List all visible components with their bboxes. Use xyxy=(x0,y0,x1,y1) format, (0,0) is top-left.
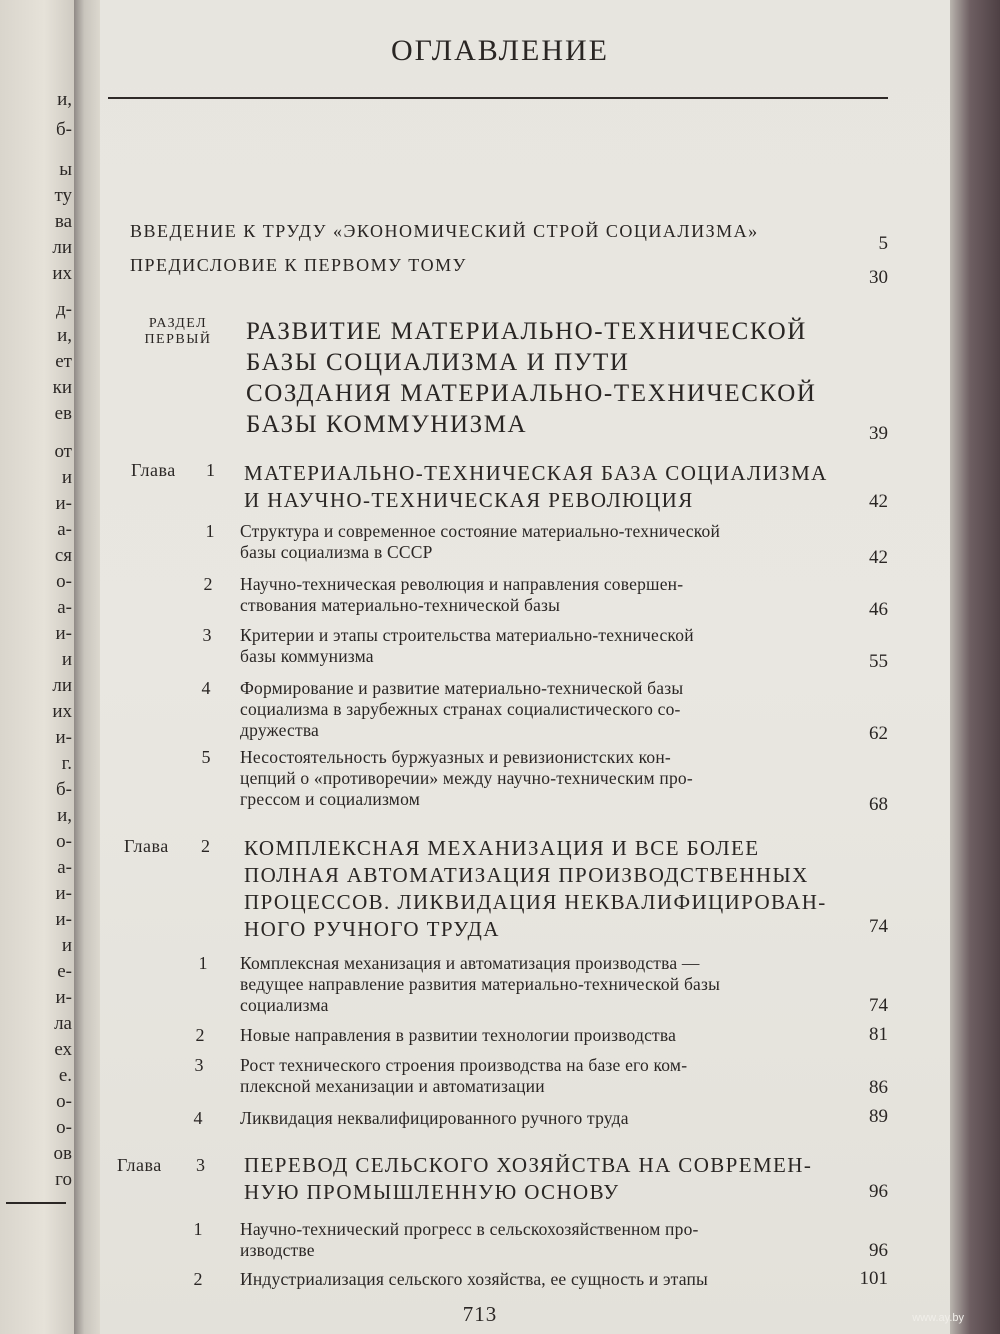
page-number: 89 xyxy=(869,1106,888,1127)
left-text-fragment: ту xyxy=(54,185,72,206)
page-number: 68 xyxy=(869,794,888,815)
left-text-fragment: а- xyxy=(57,597,72,618)
chapter-title-line: ПЕРЕВОД СЕЛЬСКОГО ХОЗЯЙСТВА НА СОВРЕМЕН- xyxy=(244,1153,813,1177)
section-line: Критерии и этапы строительства материально-технической xyxy=(240,625,694,645)
page-number: 86 xyxy=(869,1077,888,1098)
part-title-line: БАЗЫ КОММУНИЗМА xyxy=(246,411,528,438)
section-title xyxy=(240,625,830,667)
section-number: 1 xyxy=(205,521,215,541)
section-number: 2 xyxy=(195,1025,205,1045)
left-text-fragment: ы xyxy=(59,159,72,180)
section-line: Рост технического строения производства на базе его ком- xyxy=(240,1055,688,1075)
section-line: Формирование и развитие материально-технической базы xyxy=(240,678,684,698)
left-text-fragment: ев xyxy=(54,403,72,424)
left-text-fragment: от xyxy=(54,441,72,462)
section-line: ведущее направление развития материально-технической базы xyxy=(240,974,721,994)
section-line: Научно-техническая революция и направления совершен- xyxy=(240,574,684,594)
page-number: 74 xyxy=(869,995,888,1016)
page-number: 39 xyxy=(869,423,888,444)
section-line: социализма в зарубежных странах социалистического со- xyxy=(240,699,681,719)
left-text-fragment: ся xyxy=(54,545,72,566)
section-line: Индустриализация сельского хозяйства, ее сущность и этапы xyxy=(240,1269,709,1289)
page-folio: 713 xyxy=(462,1302,498,1326)
left-text-fragment: и- xyxy=(55,987,72,1008)
left-text-fragment: о- xyxy=(56,1117,72,1138)
chapter-title xyxy=(244,460,828,514)
section-line: Комплексная механизация и автоматизация производства — xyxy=(240,953,700,973)
section-number: 2 xyxy=(203,574,213,594)
left-text-fragment: ов xyxy=(53,1143,72,1164)
part-label-line: РАЗДЕЛ xyxy=(148,316,208,331)
toc-entry-preface: ПРЕДИСЛОВИЕ К ПЕРВОМУ ТОМУ xyxy=(130,255,467,275)
section-line: Ликвидация неквалифицированного ручного труда xyxy=(240,1108,629,1128)
page-title: ОГЛАВЛЕНИЕ xyxy=(391,34,609,67)
chapter-label: Глава xyxy=(131,460,176,480)
section-number: 3 xyxy=(202,625,212,645)
left-text-fragment: ех xyxy=(54,1039,72,1060)
page-number: 30 xyxy=(869,267,888,288)
section-title xyxy=(240,1025,830,1046)
chapter-label: Глава xyxy=(117,1155,162,1175)
left-text-fragment: и- xyxy=(55,727,72,748)
footnote-rule xyxy=(6,1202,66,1204)
chapter-title-line: ПРОЦЕССОВ. ЛИКВИДАЦИЯ НЕКВАЛИФИЦИРОВАН- xyxy=(244,890,827,914)
left-text-fragment: о- xyxy=(56,571,72,592)
chapter-title-line: МАТЕРИАЛЬНО-ТЕХНИЧЕСКАЯ БАЗА СОЦИАЛИЗМА xyxy=(244,461,828,485)
section-line: дружества xyxy=(240,720,320,740)
page-number: 96 xyxy=(869,1181,888,1202)
page-number: 101 xyxy=(859,1268,888,1289)
section-title xyxy=(240,678,830,741)
chapter-title-line: ПОЛНАЯ АВТОМАТИЗАЦИЯ ПРОИЗВОДСТВЕННЫХ xyxy=(244,863,809,887)
section-number: 3 xyxy=(194,1055,204,1075)
page-number: 62 xyxy=(869,723,888,744)
left-text-fragment: ва xyxy=(54,211,72,232)
left-text-fragment: их xyxy=(52,701,72,722)
left-text-fragment: е. xyxy=(58,1065,72,1086)
left-text-fragment: и- xyxy=(55,493,72,514)
left-text-fragment: и, xyxy=(57,325,72,346)
part-label-line: ПЕРВЫЙ xyxy=(144,332,212,347)
section-title xyxy=(240,521,830,563)
book-gutter xyxy=(74,0,100,1334)
chapter-label: Глава xyxy=(124,836,169,856)
section-line: Несостоятельность буржуазных и ревизионистских кон- xyxy=(240,747,671,767)
chapter-title-line: НУЮ ПРОМЫШЛЕННУЮ ОСНОВУ xyxy=(244,1180,620,1204)
section-title xyxy=(240,574,830,616)
chapter-number: 1 xyxy=(206,460,216,480)
left-text-fragment: а- xyxy=(57,519,72,540)
page-number: 42 xyxy=(869,547,888,568)
heading-rule xyxy=(108,97,888,99)
left-text-fragment: ли xyxy=(52,237,72,258)
section-line: цепций о «противоречии» между научно-техническим про- xyxy=(240,768,693,788)
left-text-fragment: и- xyxy=(55,909,72,930)
section-title xyxy=(240,1219,830,1261)
section-line: Научно-технический прогресс в сельскохозяйственном про- xyxy=(240,1219,699,1239)
chapter-number: 3 xyxy=(196,1155,206,1175)
left-text-fragment: и- xyxy=(55,883,72,904)
part-title xyxy=(246,316,817,440)
section-line: Структура и современное состояние материально-технической xyxy=(240,521,721,541)
section-title xyxy=(240,1055,830,1097)
left-text-fragment: о- xyxy=(56,1091,72,1112)
left-text-fragment: их xyxy=(52,263,72,284)
left-text-fragment: ли xyxy=(52,675,72,696)
chapter-title xyxy=(244,835,827,943)
left-text-fragment: и xyxy=(61,467,72,488)
page-number: 74 xyxy=(869,916,888,937)
left-text-fragment: го xyxy=(55,1169,72,1190)
page-number: 42 xyxy=(869,491,888,512)
left-text-fragment: ки xyxy=(52,377,72,398)
section-line: базы социализма в СССР xyxy=(240,542,433,562)
page-number: 5 xyxy=(878,233,888,254)
watermark: www.ay.by xyxy=(912,1312,964,1324)
part-label xyxy=(128,316,228,348)
part-title-line: РАЗВИТИЕ МАТЕРИАЛЬНО-ТЕХНИЧЕСКОЙ xyxy=(246,318,807,345)
left-text-fragment: г. xyxy=(61,753,72,774)
section-line: базы коммунизма xyxy=(240,646,374,666)
left-text-fragment: и, xyxy=(57,89,72,110)
left-text-fragment: ет xyxy=(55,351,72,372)
left-text-fragment: а- xyxy=(57,857,72,878)
left-text-fragment: б- xyxy=(56,119,72,140)
left-text-fragment: и xyxy=(61,935,72,956)
left-text-fragment: б- xyxy=(56,779,72,800)
chapter-title xyxy=(244,1152,812,1206)
toc-entry-introduction: ВВЕДЕНИЕ К ТРУДУ «ЭКОНОМИЧЕСКИЙ СТРОЙ СОЦИАЛИЗМА» xyxy=(130,221,759,241)
section-line: изводстве xyxy=(240,1240,315,1260)
left-page-fragment xyxy=(0,0,74,1334)
section-number: 4 xyxy=(193,1108,203,1128)
part-title-line: СОЗДАНИЯ МАТЕРИАЛЬНО-ТЕХНИЧЕСКОЙ xyxy=(246,380,817,407)
chapter-title-line: И НАУЧНО-ТЕХНИЧЕСКАЯ РЕВОЛЮЦИЯ xyxy=(244,488,694,512)
left-text-fragment: ла xyxy=(54,1013,72,1034)
section-line: ствования материально-технической базы xyxy=(240,595,561,615)
left-text-fragment: и- xyxy=(55,623,72,644)
section-title xyxy=(240,953,830,1016)
page-edge xyxy=(950,0,1000,1334)
section-number: 5 xyxy=(201,747,211,767)
section-line: плексной механизации и автоматизации xyxy=(240,1076,545,1096)
left-text-fragment: и, xyxy=(57,805,72,826)
section-line: социализма xyxy=(240,995,329,1015)
chapter-title-line: НОГО РУЧНОГО ТРУДА xyxy=(244,917,500,941)
section-title xyxy=(240,1269,830,1290)
section-title xyxy=(240,747,830,810)
page-number: 55 xyxy=(869,651,888,672)
section-number: 1 xyxy=(198,953,208,973)
part-title-line: БАЗЫ СОЦИАЛИЗМА И ПУТИ xyxy=(246,349,630,376)
section-line: Новые направления в развитии технологии производства xyxy=(240,1025,677,1045)
left-text-fragment: д- xyxy=(56,299,72,320)
section-number: 4 xyxy=(201,678,211,698)
section-number: 1 xyxy=(193,1219,203,1239)
page-number: 46 xyxy=(869,599,888,620)
chapter-title-line: КОМПЛЕКСНАЯ МЕХАНИЗАЦИЯ И ВСЕ БОЛЕЕ xyxy=(244,836,760,860)
section-title xyxy=(240,1108,830,1129)
page-number: 81 xyxy=(869,1024,888,1045)
page-number: 96 xyxy=(869,1240,888,1261)
section-line: грессом и социализмом xyxy=(240,789,420,809)
chapter-number: 2 xyxy=(201,836,211,856)
left-text-fragment: и xyxy=(61,649,72,670)
left-text-fragment: е- xyxy=(57,961,72,982)
section-number: 2 xyxy=(193,1269,203,1289)
left-text-fragment: о- xyxy=(56,831,72,852)
